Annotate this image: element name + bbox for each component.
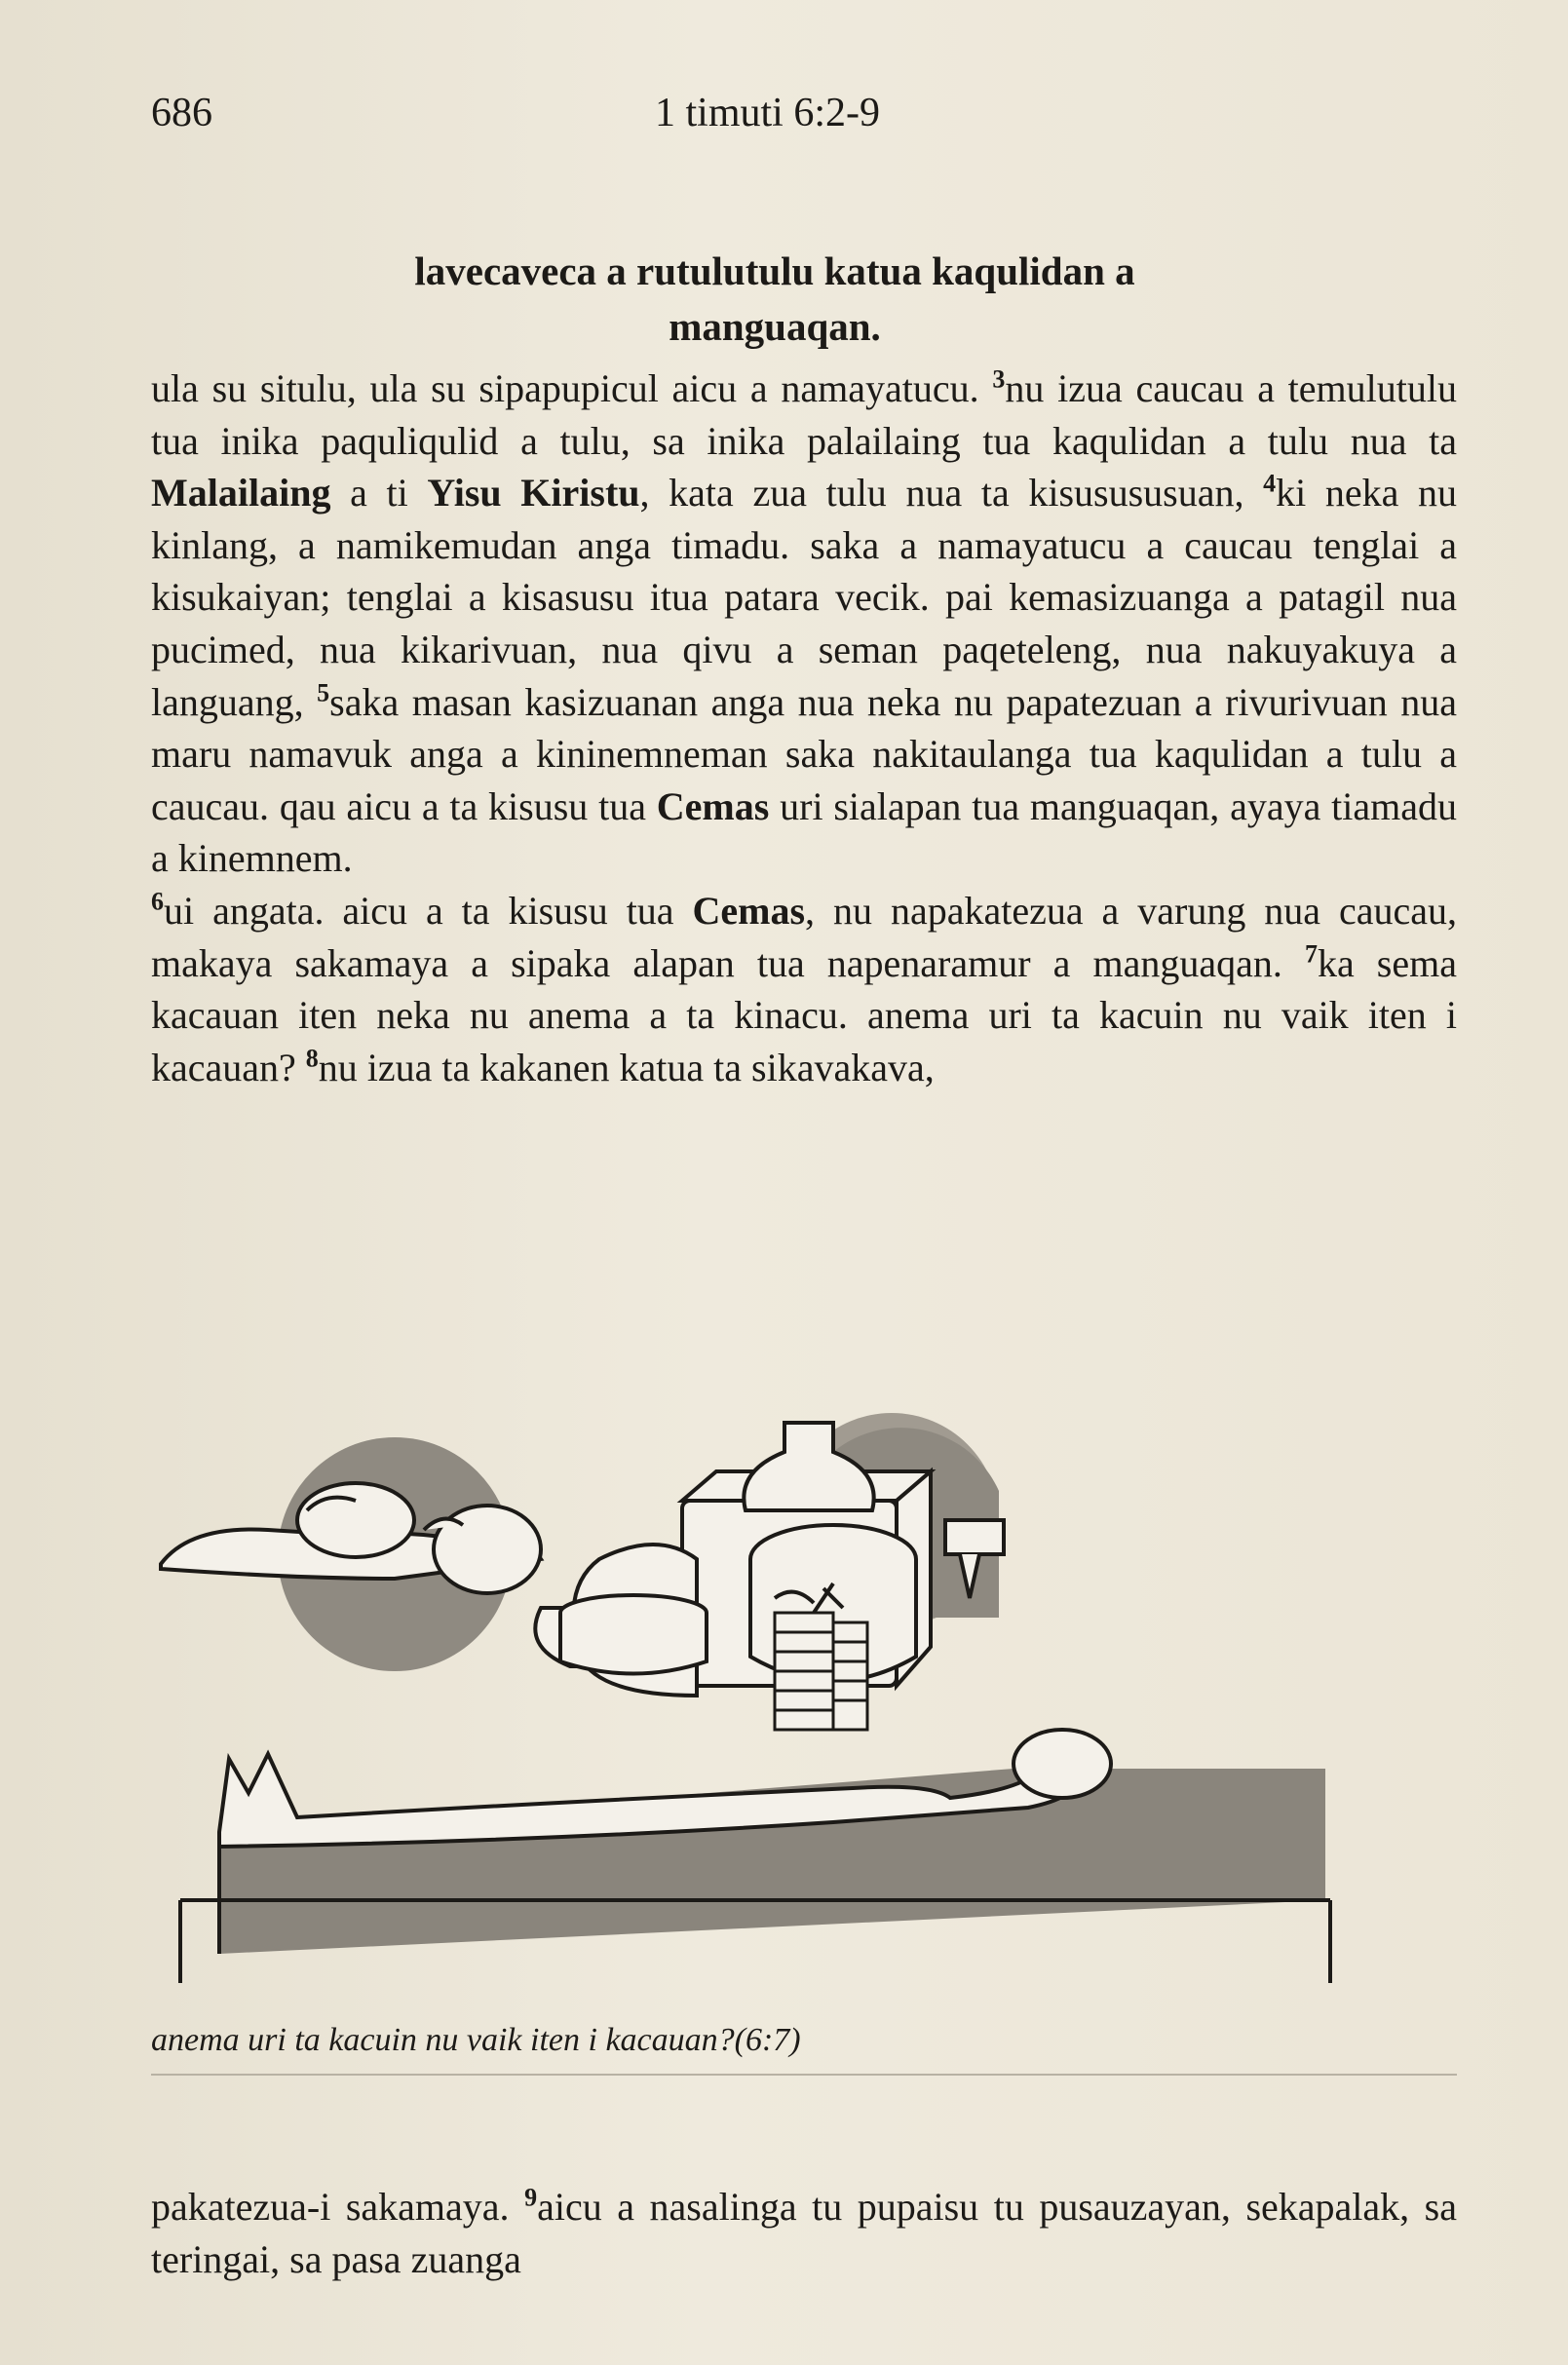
text-run: saka masan kasizuanan anga nua neka nu papatezuan a rivurivuan nua maru namavuk anga a kininemneman saka nakitaulanga tua kaqulidan a tulu a caucau. qau aicu a ta kisusu tua: [151, 679, 1457, 828]
running-head: 1 timuti 6:2-9: [655, 91, 880, 135]
bold-term: Malailaing: [151, 471, 331, 515]
verse-number: 6: [151, 887, 164, 916]
paragraph: [151, 362, 1457, 885]
verse-number: 8: [305, 1044, 319, 1073]
section-heading-line-2: manguaqan.: [669, 304, 881, 349]
verse-number: 5: [317, 678, 330, 707]
bold-term: Cemas: [656, 783, 770, 828]
bold-term: Cemas: [692, 888, 806, 933]
text-run: ula su situlu, ula su sipapupicul aicu a namayatucu.: [151, 366, 993, 410]
section-heading: [151, 244, 1457, 355]
text-run: ka sema kacauan iten neka nu anema a ta kinacu. anema uri ta kacuin nu vaik iten i kacauan?: [151, 940, 1457, 1089]
figure-caption: anema uri ta kacuin nu vaik iten i kacauan?(6:7): [151, 2022, 801, 2058]
text-run: nu izua caucau a temulutulu tua inika paquliqulid a tulu, sa inika palailaing tua kaqulidan a tulu nua ta: [151, 366, 1457, 463]
text-run: ki neka nu kinlang, a namikemudan anga timadu. saka a namayatucu a caucau tenglai a kisukaiyan; tenglai a kisasusu itua patara vecik. pai kemasizuanga a patagil nua pucimed, nua kikarivuan, nua qivu a seman paqeteleng, nua nakuyakuya a languang,: [151, 471, 1458, 724]
body-text: [151, 362, 1457, 1093]
text-run: pakatezua-i sakamaya.: [151, 2185, 525, 2229]
divider-rule: [151, 2074, 1457, 2076]
text-run: uri sialapan tua manguaqan, ayaya tiamadu a kinemnem.: [151, 783, 1457, 881]
text-run: ui angata. aicu a ta kisusu tua: [164, 888, 693, 933]
illustration-figure: [151, 1413, 1457, 2017]
verse-number: 4: [1263, 469, 1277, 498]
paragraph: [151, 2181, 1457, 2286]
section-heading-line-1: lavecaveca a rutulutulu katua kaqulidan a: [414, 248, 1135, 293]
text-run: , kata zua tulu nua ta kisusususuan,: [639, 471, 1264, 515]
paragraph: [151, 885, 1457, 1093]
illustration-svg: [151, 1413, 1457, 2017]
bold-term: Yisu Kiristu: [427, 471, 640, 515]
text-run: nu izua ta kakanen katua ta sikavakava,: [318, 1045, 935, 1089]
text-run: a ti: [330, 471, 428, 515]
body-text-continued: [151, 2181, 1457, 2286]
text-run: aicu a nasalinga tu pupaisu tu pusauzayan, sekapalak, sa teringai, sa pasa zuanga: [151, 2185, 1458, 2281]
verse-number: 9: [524, 2183, 538, 2212]
page-header: [151, 90, 1457, 148]
verse-number: 7: [1304, 939, 1318, 969]
coin-stacks-drawing: [775, 1613, 867, 1730]
page-number: 686: [151, 91, 212, 135]
text-run: , nu napakatezua a varung nua caucau, makaya sakamaya a sipaka alapan tua napenaramur a manguaqan.: [151, 888, 1457, 985]
verse-number: 3: [992, 364, 1006, 394]
